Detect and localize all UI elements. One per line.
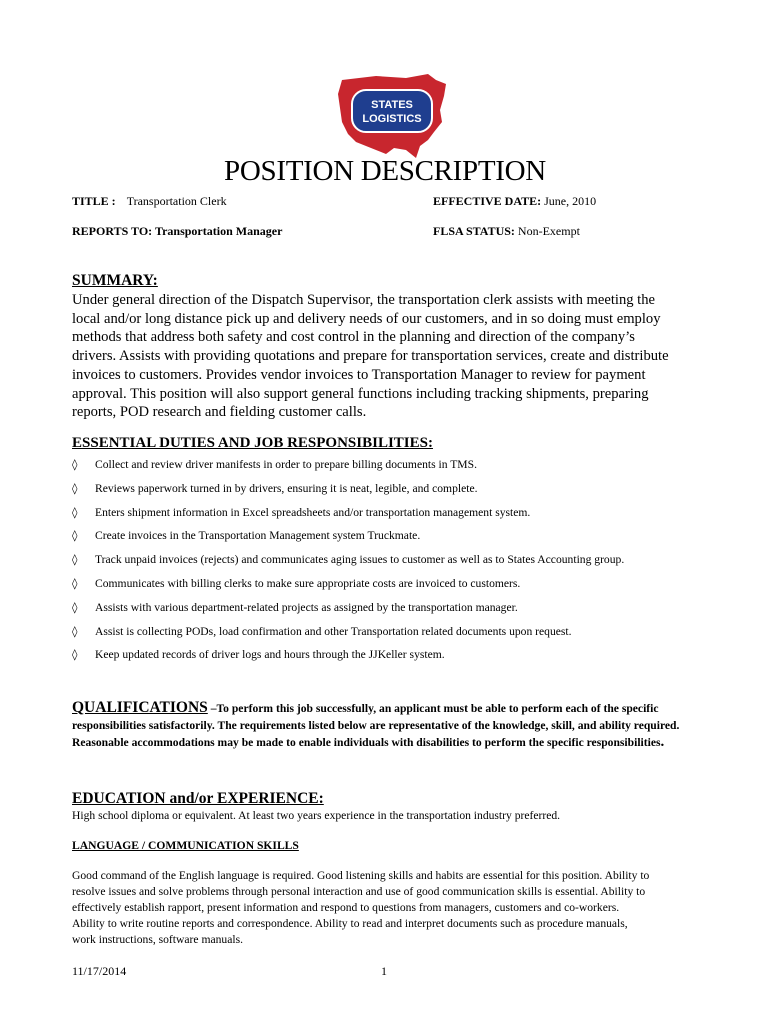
list-item <box>72 625 712 649</box>
summary-line: Under general direction of the Dispatch Supervisor, the transportation clerk assists with meeting the <box>72 292 656 308</box>
language-text <box>72 868 732 948</box>
states-logistics-logo <box>336 70 450 160</box>
page-number: 1 <box>381 964 387 978</box>
summary-text <box>72 291 700 422</box>
list-item <box>72 577 712 601</box>
language-line: work instructions, software manuals. <box>72 933 243 946</box>
duty-text: Communicates with billing clerks to make sure appropriate costs are invoiced to customers. <box>95 576 521 590</box>
language-line: effectively establish rapport, present information and respond to questions from managers, customers and co-workers. <box>72 901 620 914</box>
reports-to-value: Transportation Manager <box>154 224 283 238</box>
duty-text: Assists with various department-related projects as assigned by the transportation manager. <box>95 600 518 614</box>
list-item <box>72 648 712 672</box>
title-label: TITLE : <box>72 194 116 208</box>
list-item <box>72 553 712 577</box>
flsa-status-value: Non-Exempt <box>517 224 580 238</box>
effective-date-value: June, 2010 <box>544 194 597 208</box>
flsa-status-label: FLSA STATUS: <box>433 224 515 238</box>
education-heading: EDUCATION and/or EXPERIENCE: <box>72 790 324 807</box>
reports-to-label: REPORTS TO: <box>72 224 153 238</box>
diamond-bullet-icon: ◊ <box>72 553 78 567</box>
summary-line: drivers. Assists with providing quotations and prepare for transportation services, create and distribute <box>72 348 669 365</box>
effective-date-field <box>433 194 596 209</box>
qualifications-heading: QUALIFICATIONS <box>72 699 208 716</box>
list-item <box>72 529 712 553</box>
language-line: Good command of the English language is required. Good listening skills and habits are essential for this position. Ability to <box>72 869 650 882</box>
summary-line: approval. This position will also support general functions including tracking shipments, preparing <box>72 385 649 402</box>
duties-heading: ESSENTIAL DUTIES AND JOB RESPONSIBILITIES: <box>72 435 433 451</box>
list-item <box>72 506 712 530</box>
diamond-bullet-icon: ◊ <box>72 481 78 495</box>
reports-to-field <box>72 224 282 239</box>
qualifications-text: –To perform this job successfully, an applicant must be able to perform each of the specific responsibilities satisfactorily. The requirements listed below are representative of the knowledge, skill, and ability required. Reasonable accommodations may be made to enable individuals with disabilities to perform the specific responsibilities <box>72 702 680 749</box>
duty-text: Track unpaid invoices (rejects) and communicates aging issues to customer as well as to States Accounting group. <box>95 553 625 567</box>
language-line: resolve issues and solve problems through personal interaction and use of good communication skills is essential. Ability to <box>72 885 646 898</box>
duties-list <box>72 458 712 672</box>
education-text: High school diploma or equivalent. At least two years experience in the transportation industry preferred. <box>72 809 561 822</box>
diamond-bullet-icon: ◊ <box>72 458 78 471</box>
qualifications-end: . <box>660 734 665 750</box>
language-heading: LANGUAGE / COMMUNICATION SKILLS <box>72 839 299 852</box>
summary-line: methods that address both safety and cost control in the planning and direction of the company’s <box>72 329 635 346</box>
diamond-bullet-icon: ◊ <box>72 529 78 543</box>
logo-line1: STATES <box>371 99 413 111</box>
diamond-bullet-icon: ◊ <box>72 576 78 590</box>
summary-line: local and/or long distance pick up and delivery needs of our customers, and in so doing must employ <box>72 310 661 327</box>
duty-text: Create invoices in the Transportation Management system Truckmate. <box>95 529 421 543</box>
summary-line: reports, POD research and fielding customer calls. <box>72 404 367 421</box>
duty-text: Assist is collecting PODs, load confirmation and other Transportation related documents upon request. <box>95 624 572 638</box>
flsa-status-field <box>433 224 580 239</box>
summary-line: invoices to customers. Provides vendor invoices to Transportation Manager to review for payment <box>72 366 646 383</box>
summary-heading: SUMMARY: <box>72 272 158 289</box>
qualifications-section <box>72 700 712 752</box>
duty-text: Enters shipment information in Excel spreadsheets and/or transportation management system. <box>95 505 531 519</box>
duty-text: Collect and review driver manifests in order to prepare billing documents in TMS. <box>95 458 477 471</box>
list-item <box>72 458 712 482</box>
list-item <box>72 482 712 506</box>
logo-badge <box>352 90 432 132</box>
diamond-bullet-icon: ◊ <box>72 505 78 519</box>
diamond-bullet-icon: ◊ <box>72 600 78 614</box>
logo-line2: LOGISTICS <box>362 113 422 125</box>
effective-date-label: EFFECTIVE DATE: <box>433 194 542 208</box>
duty-text: Reviews paperwork turned in by drivers, ensuring it is neat, legible, and complete. <box>95 481 478 495</box>
language-line: Ability to write routine reports and correspondence. Ability to read and interpret documents such as procedure manuals, <box>72 917 628 930</box>
title-value: Transportation Clerk <box>126 194 227 208</box>
duty-text: Keep updated records of driver logs and hours through the JJKeller system. <box>95 648 445 662</box>
footer-date: 11/17/2014 <box>72 964 127 978</box>
document-title: POSITION DESCRIPTION <box>224 155 546 187</box>
diamond-bullet-icon: ◊ <box>72 648 78 662</box>
list-item <box>72 601 712 625</box>
diamond-bullet-icon: ◊ <box>72 624 78 638</box>
title-field <box>72 194 227 209</box>
